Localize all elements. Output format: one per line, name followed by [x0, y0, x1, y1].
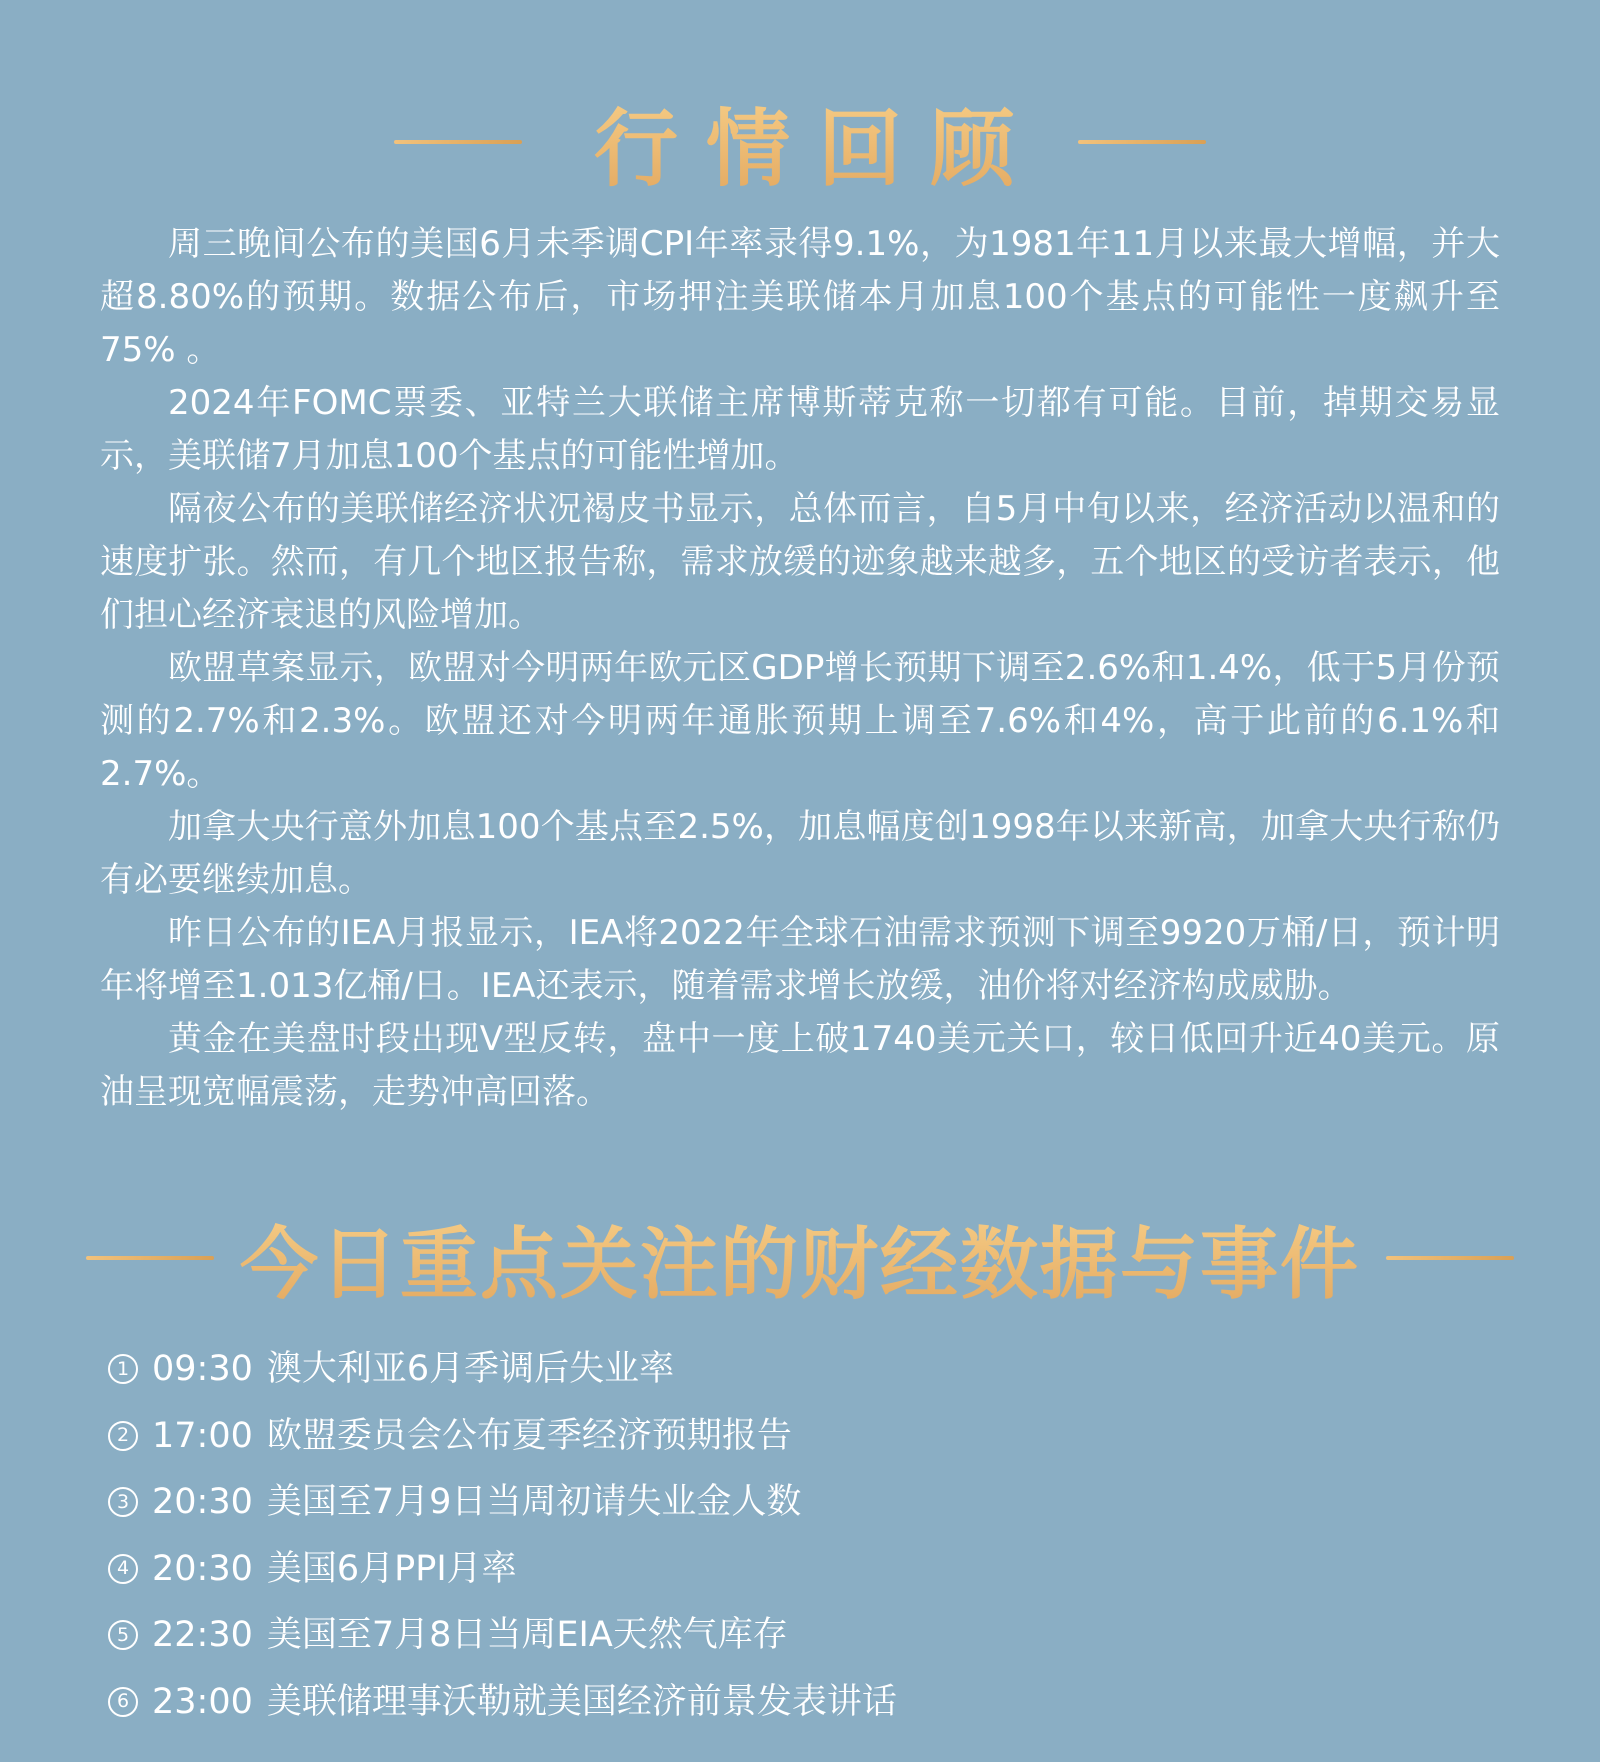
event-item	[108, 1669, 1508, 1736]
review-paragraph: 欧盟草案显示，欧盟对今明两年欧元区GDP增长预期下调至2.6%和1.4%，低于5月份预测的2.7%和2.3%。欧盟还对今明两年通胀预期上调至7.6%和4%，高于此前的6.1%和2.7%。	[100, 648, 1500, 794]
event-item	[108, 1403, 1508, 1470]
market-review-title: 行情回顾	[594, 82, 1042, 203]
event-number: 2	[108, 1421, 138, 1451]
event-number: 4	[108, 1554, 138, 1584]
title-decoration-right	[1386, 1256, 1514, 1260]
event-number: 5	[108, 1620, 138, 1650]
event-text: 欧盟委员会公布夏季经济预期报告	[266, 1415, 792, 1456]
review-paragraph: 周三晚间公布的美国6月未季调CPI年率录得9.1%，为1981年11月以来最大增幅，并大超8.80%的预期。数据公布后，市场押注美联储本月加息100个基点的可能性一度飙升至75% 。	[100, 224, 1500, 370]
key-events-title: 今日重点关注的财经数据与事件	[240, 1202, 1360, 1314]
event-number: 3	[108, 1487, 138, 1517]
event-text: 澳大利亚6月季调后失业率	[266, 1349, 675, 1390]
market-review-body	[100, 218, 1500, 1119]
event-text: 美国至7月9日当周初请失业金人数	[266, 1482, 802, 1523]
event-number: 1	[108, 1354, 138, 1384]
review-paragraph: 隔夜公布的美联储经济状况褐皮书显示，总体而言，自5月中旬以来，经济活动以温和的速度扩张。然而，有几个地区报告称，需求放缓的迹象越来越多，五个地区的受访者表示，他们担心经济衰退的风险增加。	[100, 489, 1500, 635]
title-decoration-right	[1078, 140, 1206, 144]
market-review-header	[0, 92, 1600, 198]
event-item	[108, 1536, 1508, 1603]
event-time: 20:30	[152, 1548, 253, 1589]
review-paragraph: 2024年FOMC票委、亚特兰大联储主席博斯蒂克称一切都有可能。目前，掉期交易显示，美联储7月加息100个基点的可能性增加。	[100, 383, 1500, 476]
review-paragraph: 加拿大央行意外加息100个基点至2.5%，加息幅度创1998年以来新高，加拿大央行称仍有必要继续加息。	[100, 807, 1500, 900]
event-item	[108, 1469, 1508, 1536]
event-text: 美联储理事沃勒就美国经济前景发表讲话	[266, 1681, 897, 1722]
review-paragraph: 昨日公布的IEA月报显示，IEA将2022年全球石油需求预测下调至9920万桶/日，预计明年将增至1.013亿桶/日。IEA还表示，随着需求增长放缓，油价将对经济构成威胁。	[100, 913, 1500, 1006]
event-text: 美国6月PPI月率	[266, 1548, 517, 1589]
event-time: 23:00	[152, 1681, 253, 1722]
event-time: 09:30	[152, 1349, 253, 1390]
event-item	[108, 1336, 1508, 1403]
event-time: 17:00	[152, 1415, 253, 1456]
event-number: 6	[108, 1687, 138, 1717]
review-paragraph: 黄金在美盘时段出现V型反转，盘中一度上破1740美元关口，较日低回升近40美元。原油呈现宽幅震荡，走势冲高回落。	[100, 1019, 1500, 1112]
key-events-header	[0, 1212, 1600, 1310]
event-text: 美国至7月8日当周EIA天然气库存	[266, 1615, 788, 1656]
event-item	[108, 1602, 1508, 1669]
title-decoration-left	[394, 140, 522, 144]
event-time: 20:30	[152, 1482, 253, 1523]
title-decoration-left	[86, 1256, 214, 1260]
key-events-list	[108, 1336, 1508, 1735]
event-time: 22:30	[152, 1615, 253, 1656]
